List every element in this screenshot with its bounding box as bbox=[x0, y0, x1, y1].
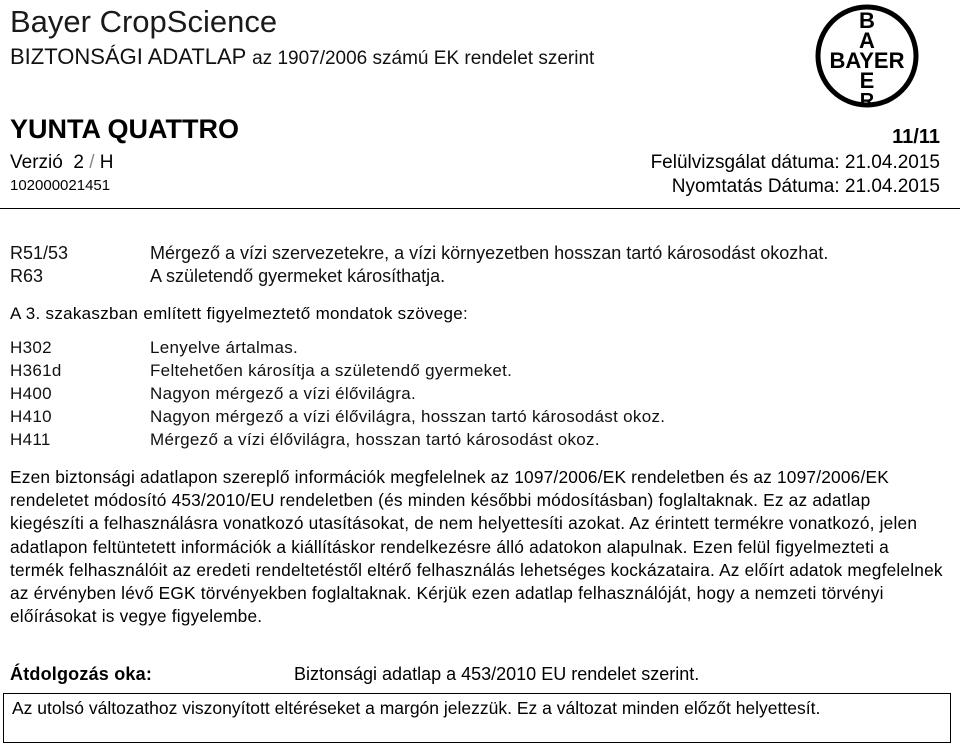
margin-note-box bbox=[3, 693, 951, 743]
version-number: 2 bbox=[73, 152, 84, 173]
h-statement-code: H400 bbox=[10, 384, 52, 403]
logo-letter-a: A bbox=[859, 28, 875, 53]
version-label: Verzió bbox=[10, 152, 63, 173]
logo-text: BAYER bbox=[829, 48, 905, 73]
h-statement-code: H411 bbox=[10, 430, 51, 449]
h-statement-text: Mérgező a vízi élővilágra, hosszan tartó károsodást okoz. bbox=[150, 430, 600, 449]
h-statement-code: H410 bbox=[10, 407, 52, 426]
logo-letter-r: R bbox=[859, 90, 875, 109]
h-statement-text: Lenyelve ártalmas. bbox=[150, 338, 299, 357]
r-phrase-text: Mérgező a vízi szervezetekre, a vízi környezetben hosszan tartó károsodást okozhat. bbox=[150, 243, 829, 263]
sds-title-line bbox=[10, 44, 594, 70]
h-section-title: A 3. szakaszban említett figyelmeztető mondatok szövege: bbox=[10, 304, 469, 323]
h-statement-text: Nagyon mérgező a vízi élővilágra. bbox=[150, 384, 416, 403]
r-phrase-code: R51/53 bbox=[10, 243, 69, 263]
revision-date: Felülvizsgálat dátuma: 21.04.2015 bbox=[650, 152, 940, 173]
h-statement-code: H302 bbox=[10, 338, 52, 357]
disclaimer-paragraph: Ezen biztonsági adatlapon szereplő információk megfelelnek az 1097/2006/EK rendeletben és az 1097/2006/EK rendeletet módosító 453/2010/EU rendeletben (és minden későbbi módosításban) foglaltaknak. Ez az adatlap kiegészíti a felhasználásra vonatkozó utasításokat, de nem helyettesíti azokat. Az érintett termékre vonatkozó, jelen adatlapon feltüntetett információk a kiállításkor rendelkezésre álló adatokon alapulnak. Ezen felül figyelmezteti a termék felhasználóit az eredeti rendeltetéstől eltérő felhasználás lehetséges kockázataira. Az előírt adatok megfelelnek az érvényben lévő EGK törvényekben foglaltaknak. Kérjük ezen adatlap felhasználóját, hogy a nemzeti törvényi előírásokat is vegye figyelembe. bbox=[10, 467, 943, 627]
revision-reason-label: Átdolgozás oka: bbox=[10, 664, 153, 684]
r-phrase-code: R63 bbox=[10, 266, 44, 286]
version-line bbox=[10, 152, 114, 174]
product-name: YUNTA QUATTRO bbox=[10, 114, 239, 144]
regulation-text: az 1907/2006 számú EK rendelet szerint bbox=[252, 48, 595, 69]
logo-letter-e: E bbox=[859, 68, 875, 93]
version-separator: / bbox=[89, 152, 95, 173]
logo-letter-b: B bbox=[859, 8, 875, 33]
page-number: 11/11 bbox=[892, 126, 940, 148]
margin-note-text: Az utolsó változathoz viszonyított eltéréseket a margón jelezzük. Ez a változat minden előzőt helyettesít. bbox=[12, 698, 821, 718]
sds-title: BIZTONSÁGI ADATLAP bbox=[10, 44, 246, 69]
header-divider bbox=[0, 208, 960, 209]
h-statement-text: Feltehetően károsítja a születendő gyermeket. bbox=[150, 361, 513, 380]
company-name: Bayer CropScience bbox=[10, 4, 278, 39]
h-statement-text: Nagyon mérgező a vízi élővilágra, hosszan tartó károsodást okoz. bbox=[150, 407, 666, 426]
bayer-logo bbox=[814, 3, 920, 109]
h-statement-code: H361d bbox=[10, 361, 62, 380]
document-number: 102000021451 bbox=[10, 177, 111, 194]
revision-reason-value: Biztonsági adatlap a 453/2010 EU rendelet szerint. bbox=[294, 664, 700, 684]
version-suffix: H bbox=[99, 152, 114, 173]
print-date: Nyomtatás Dátuma: 21.04.2015 bbox=[671, 176, 940, 197]
r-phrase-text: A születendő gyermeket károsíthatja. bbox=[150, 266, 446, 286]
